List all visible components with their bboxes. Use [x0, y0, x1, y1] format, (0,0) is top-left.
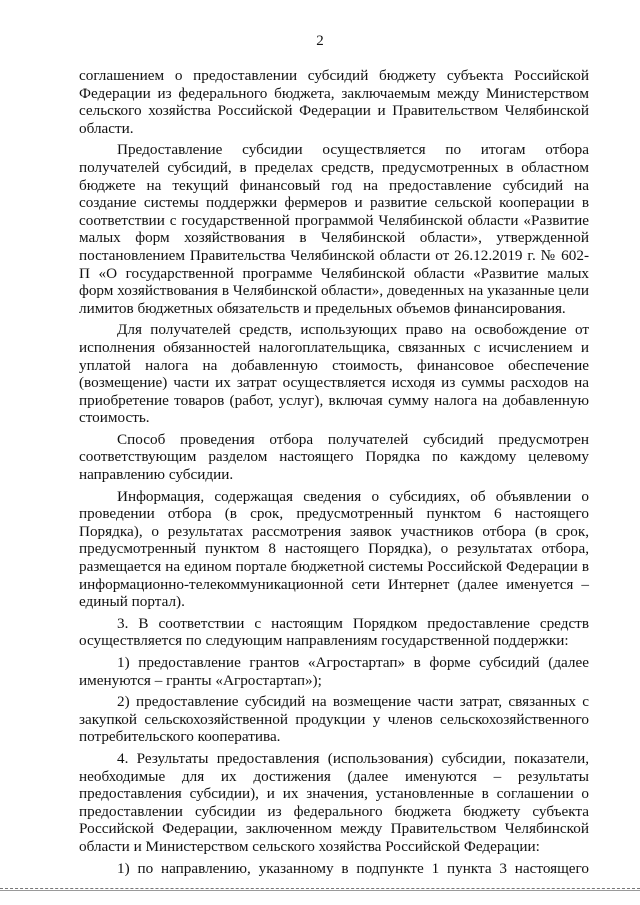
paragraph-continuation: соглашением о предоставлении субсидий бюджету субъекта Российской Федерации из федерального бюджета, заключаемым между Министерством сельского хозяйства Российской Федерации и Правительством Челябинской области.	[79, 67, 589, 137]
footer-divider	[0, 888, 640, 889]
paragraph-selection-basis: Предоставление субсидии осуществляется по итогам отбора получателей субсидий, в пределах средств, предусмотренных в областном бюджете на текущий финансовый год на предоставление субсидий на создание системы поддержки фермеров и развитие сельской кооперации в соответствии с государственной программой Челябинской области «Развитие малых форм хозяйствования в Челябинской области», утвержденной постановлением Правительства Челябинской области от 26.12.2019 г. № 602-П «О государственной программе Челябинской области «Развитие малых форм хозяйствования в Челябинской области», доведенных на указанные цели лимитов бюджетных обязательств и предельных объемов финансирования.	[79, 141, 589, 317]
paragraph-item-3-2: 2) предоставление субсидий на возмещение части затрат, связанных с закупкой сельскохозяйственной продукции у членов сельскохозяйственного потребительского кооператива.	[79, 693, 589, 746]
footer-divider-secondary	[0, 890, 640, 891]
paragraph-information-portal: Информация, содержащая сведения о субсидиях, об объявлении о проведении отбора (в срок, предусмотренный пунктом 6 настоящего Порядка), о результатах рассмотрения заявок участников отбора (в срок, предусмотренный пунктом 8 настоящего Порядка), о результатах отбора, размещается на едином портале бюджетной системы Российской Федерации в информационно-телекоммуникационной сети Интернет (далее именуется – единый портал).	[79, 487, 589, 611]
paragraph-item-4: 4. Результаты предоставления (использования) субсидии, показатели, необходимые для их достижения (далее именуются – результаты предоставления субсидии), и их значения, установленные в соглашении о предоставлении субсидии из федерального бюджета бюджету субъекта Российской Федерации, заключенном между Правительством Челябинской области и Министерством сельского хозяйства Российской Федерации:	[79, 749, 589, 855]
paragraph-item-4-1: 1) по направлению, указанному в подпункте 1 пункта 3 настоящего	[117, 859, 589, 877]
paragraph-item-3-1: 1) предоставление грантов «Агростартап» в форме субсидий (далее именуются – гранты «Агростартап»);	[79, 654, 589, 689]
paragraph-selection-method: Способ проведения отбора получателей субсидий предусмотрен соответствующим разделом настоящего Порядка по каждому целевому направлению субсидии.	[79, 430, 589, 484]
paragraph-vat-exemption: Для получателей средств, использующих право на освобождение от исполнения обязанностей налогоплательщика, связанных с исчислением и уплатой налога на добавленную стоимость, финансовое обеспечение (возмещение) части их затрат осуществляется исходя из суммы расходов на приобретение товаров (работ, услуг), включая сумму налога на добавленную стоимость.	[79, 321, 589, 427]
paragraph-item-3: 3. В соответствии с настоящим Порядком предоставление средств осуществляется по следующим направлениям государственной поддержки:	[79, 614, 589, 650]
page-number: 2	[316, 33, 324, 49]
document-body	[79, 67, 589, 881]
